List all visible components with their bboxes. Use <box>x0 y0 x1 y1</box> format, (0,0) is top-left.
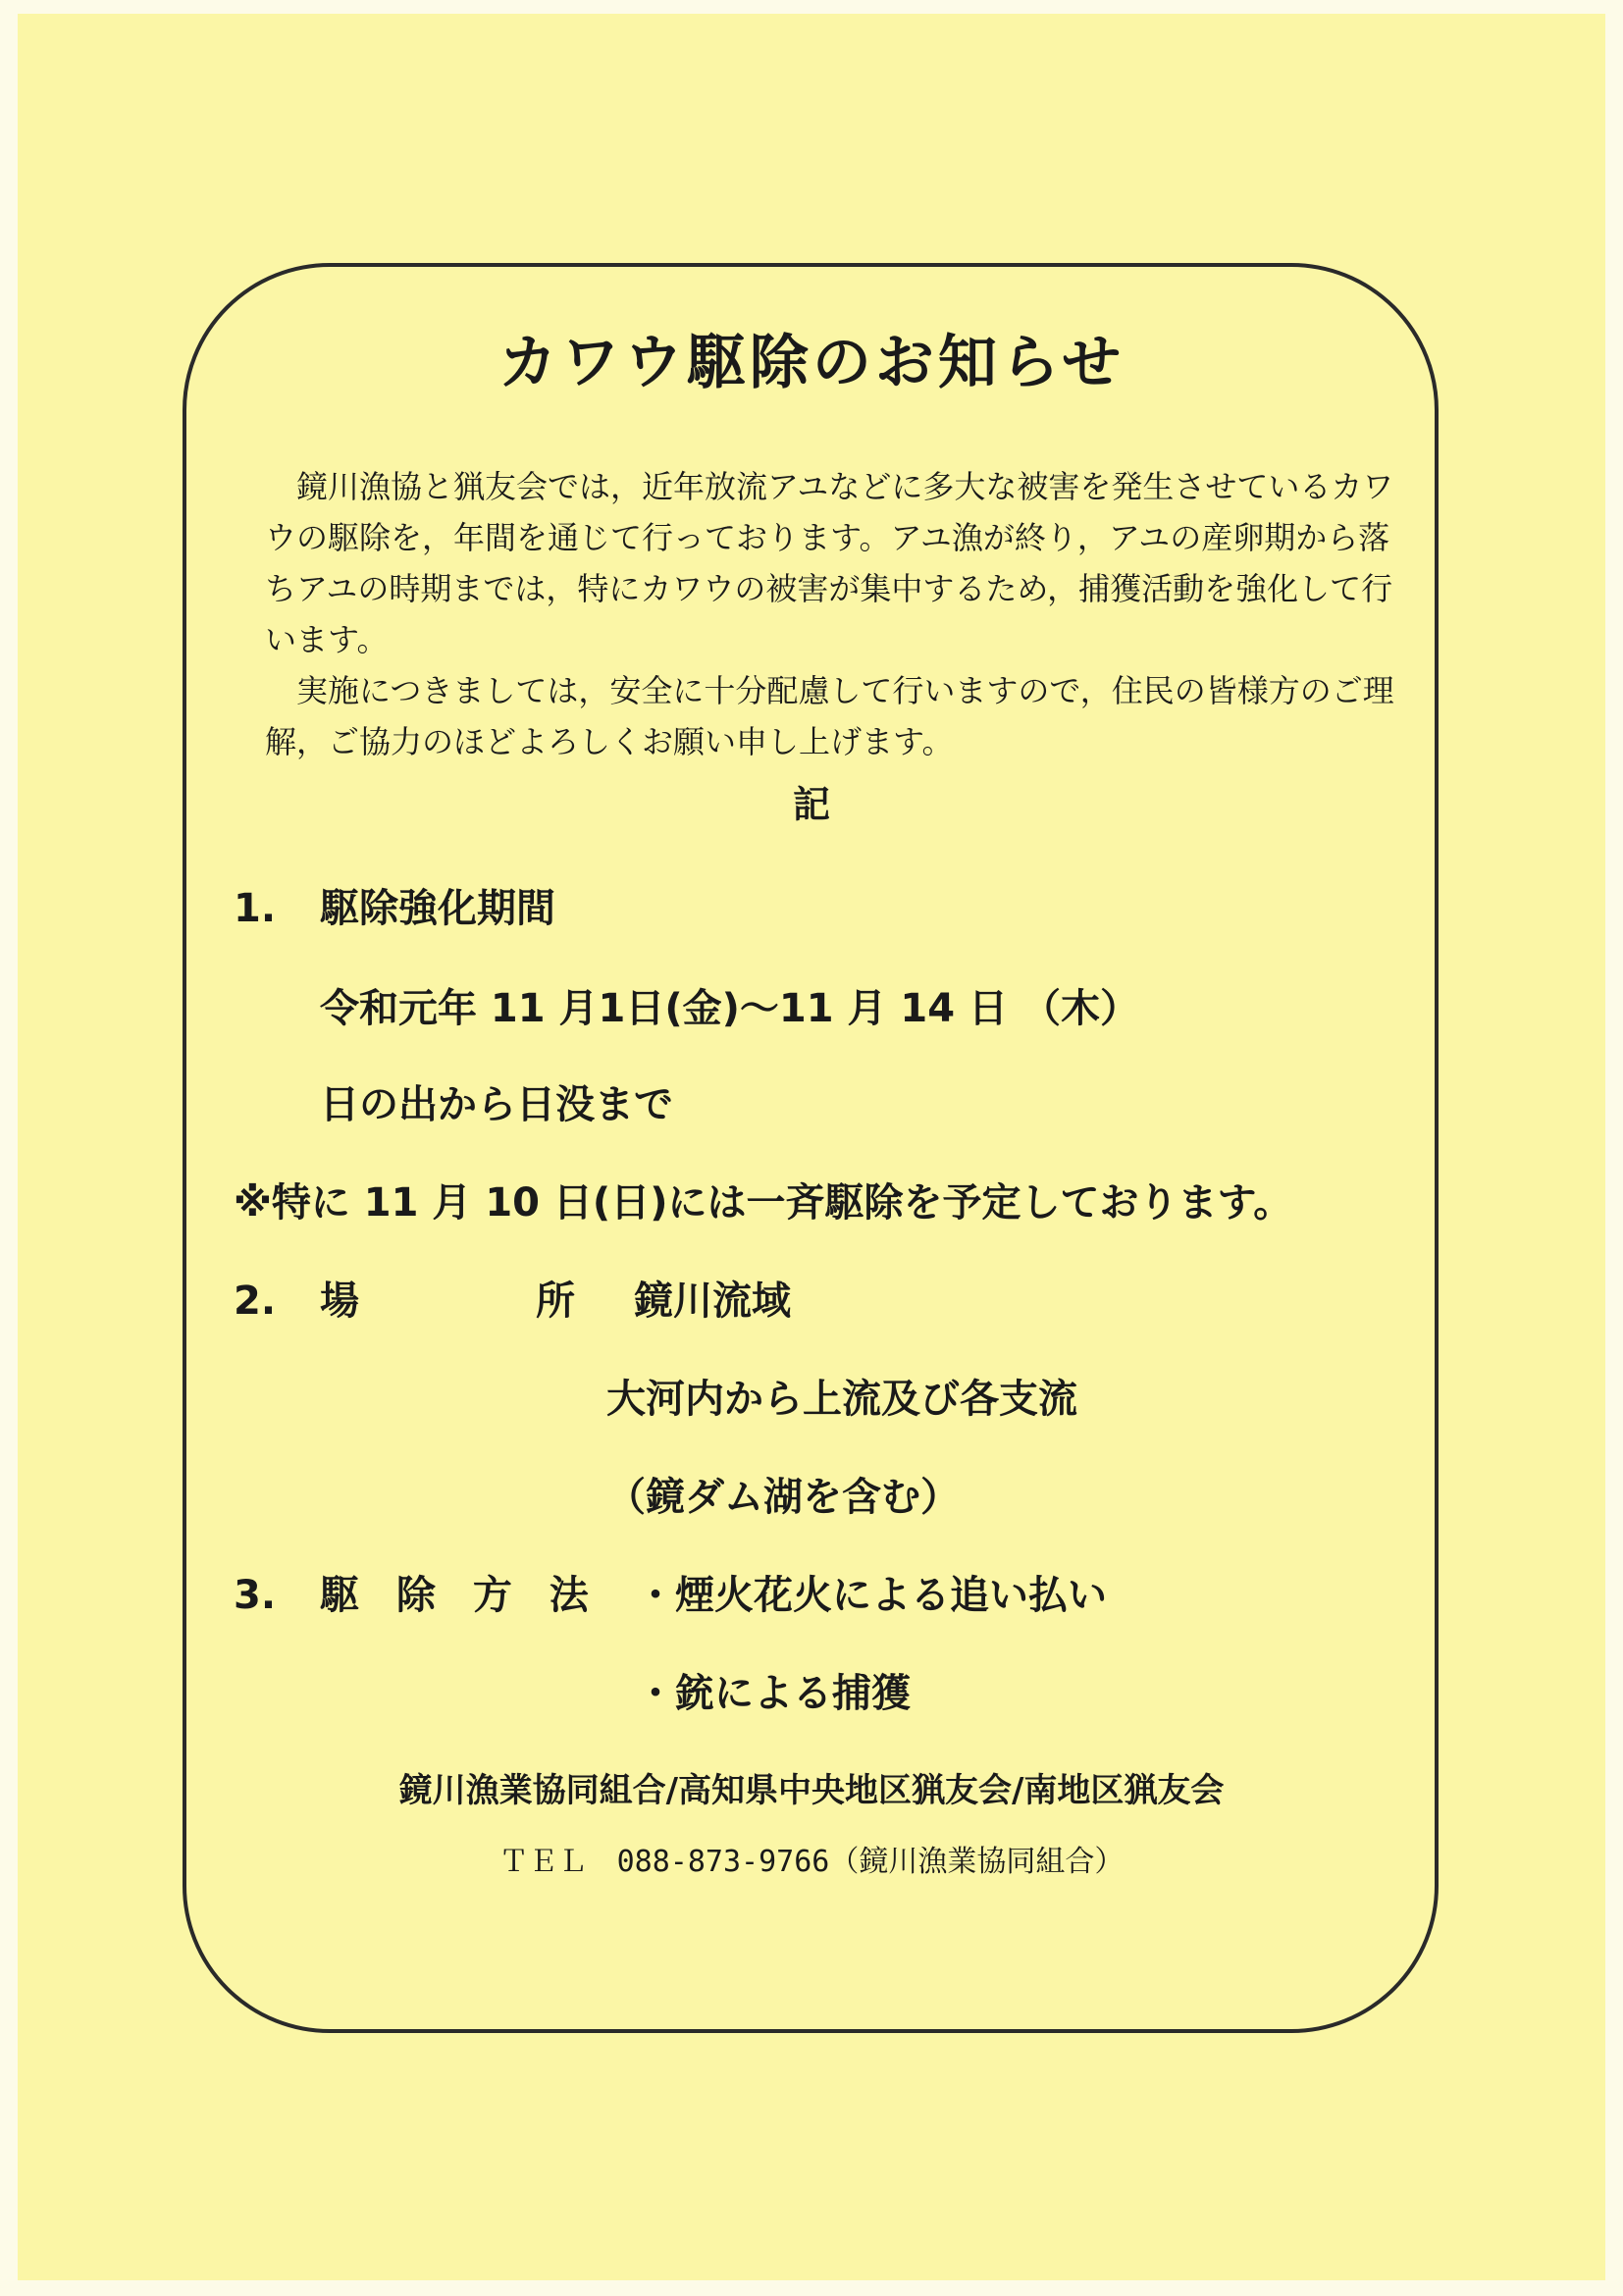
section1-note: ※特に 11 月 10 日(日)には一斉駆除を予定しております。 <box>234 1180 1293 1226</box>
section1-number: 1. <box>234 886 277 931</box>
section3-method-1: ・煙火花火による追い払い <box>636 1573 1107 1618</box>
section2-label-b: 所 <box>536 1278 575 1324</box>
telephone: ＴＥＬ 088-873-9766（鏡川漁業協同組合） <box>498 1845 1125 1879</box>
section2-location-1: 鏡川流域 <box>634 1278 791 1324</box>
organizations: 鏡川漁業協同組合/高知県中央地区猟友会/南地区猟友会 <box>398 1771 1225 1810</box>
section2-number: 2. <box>234 1278 277 1324</box>
section2-location-3: （鏡ダム湖を含む） <box>606 1475 960 1520</box>
section1-heading: 駆除強化期間 <box>320 886 555 931</box>
section3-label: 駆 除 方 法 <box>320 1573 601 1618</box>
intro-paragraph-2: 実施につきましては，安全に十分配慮して行いますので，住民の皆様方のご理解，ご協力のほどよろしくお願い申し上げます。 <box>265 672 1394 760</box>
section2-location-2: 大河内から上流及び各支流 <box>606 1377 1077 1422</box>
ki-heading: 記 <box>792 783 830 826</box>
intro-text <box>265 461 1403 767</box>
intro-paragraph-1: 鏡川漁協と猟友会では，近年放流アユなどに多大な被害を発生させているカワウの駆除を，年間を通じて行っております。アユ漁が終り，アユの産卵期から落ちアユの時期までは，特にカワウの被害が集中するため，捕獲活動を強化して行います。 <box>265 468 1394 658</box>
page-title: カワウ駆除のお知らせ <box>497 329 1126 397</box>
section3-number: 3. <box>234 1573 277 1618</box>
section2-label-a: 場 <box>320 1278 359 1324</box>
section1-time: 日の出から日没まで <box>320 1082 673 1127</box>
section1-date: 令和元年 11 月1日(金)～11 月 14 日 （木） <box>320 986 1139 1031</box>
section3-method-2: ・銃による捕獲 <box>636 1671 911 1716</box>
